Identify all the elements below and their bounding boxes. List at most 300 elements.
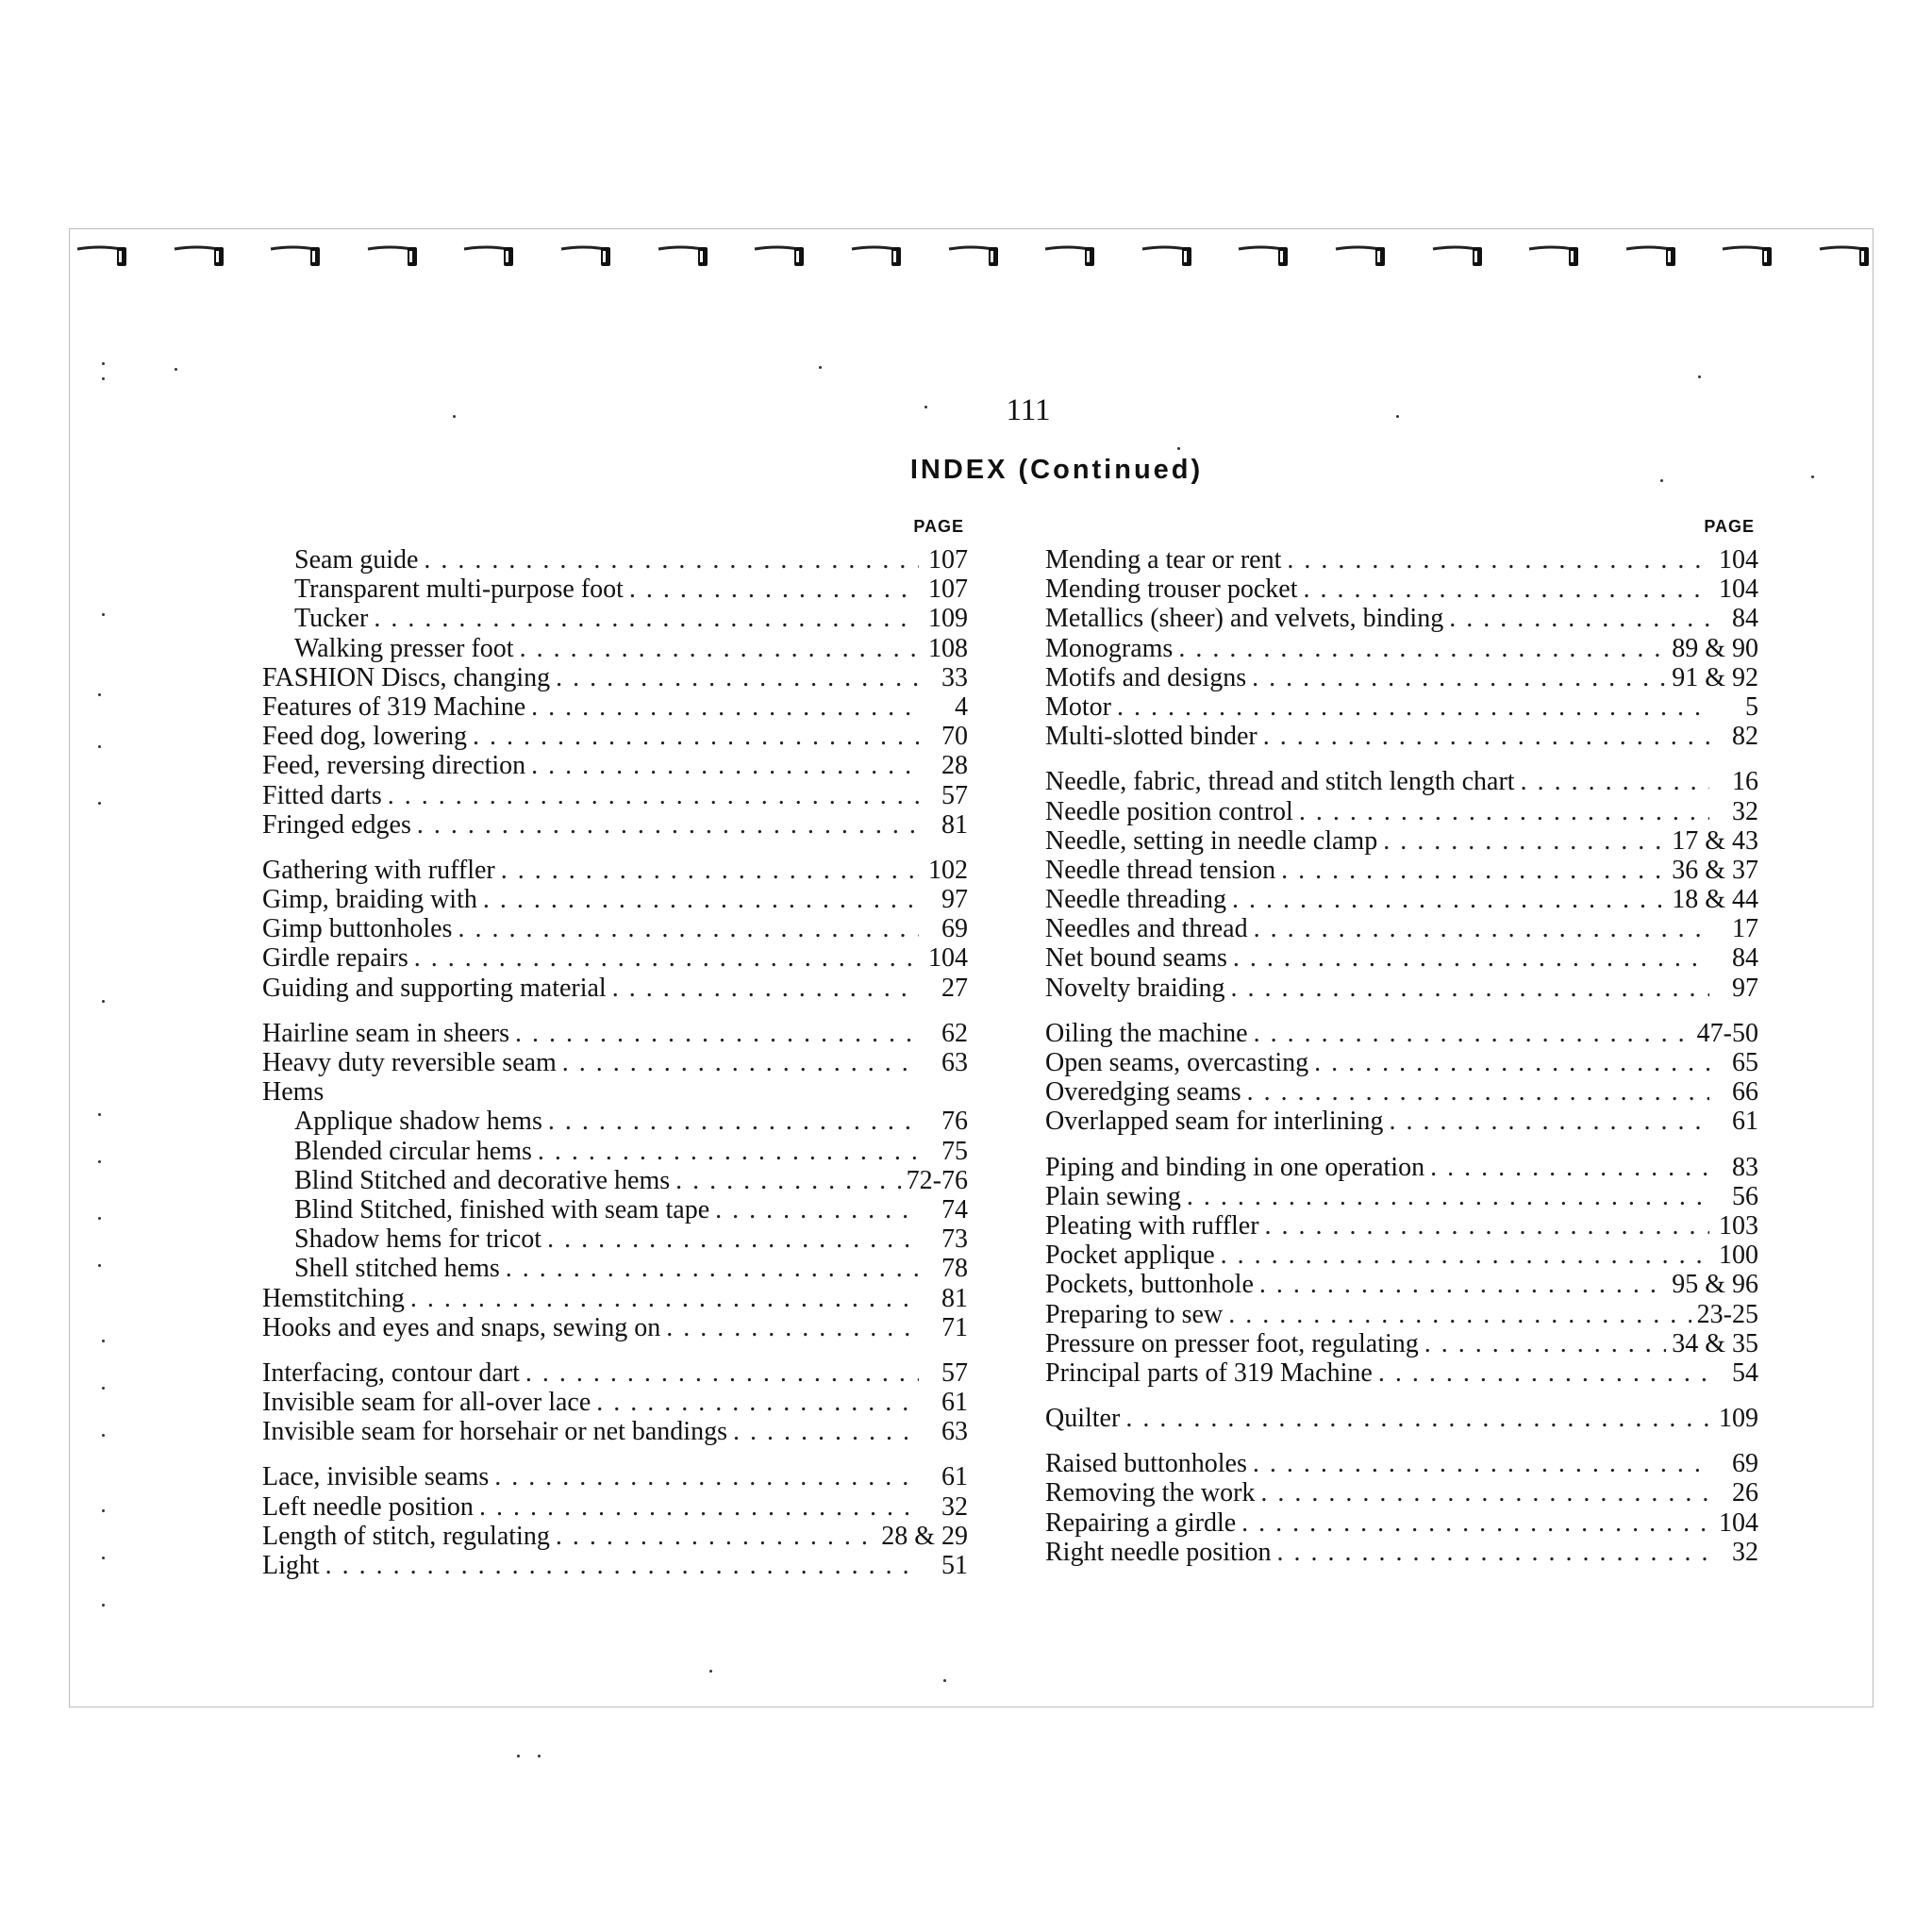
index-entry bbox=[1045, 1107, 1758, 1136]
index-entry bbox=[1045, 604, 1758, 633]
index-entry bbox=[1045, 1329, 1758, 1358]
index-term: Girdle repairs bbox=[262, 943, 408, 974]
index-term: Needle, fabric, thread and stitch length chart bbox=[1045, 767, 1515, 797]
index-entry bbox=[262, 575, 968, 604]
dot-leader bbox=[1231, 974, 1709, 1003]
index-term: Hooks and eyes and snaps, sewing on bbox=[262, 1312, 661, 1342]
index-term: Transparent multi-purpose foot bbox=[294, 575, 624, 605]
dot-leader bbox=[562, 1048, 919, 1077]
index-page-ref: 63 bbox=[941, 1417, 968, 1447]
index-entry bbox=[1045, 797, 1758, 826]
index-page-ref: 102 bbox=[928, 855, 968, 885]
index-page-ref: 75 bbox=[941, 1136, 968, 1166]
index-entry bbox=[262, 1492, 968, 1522]
dot-leader bbox=[525, 1358, 919, 1388]
index-term: Length of stitch, regulating bbox=[262, 1521, 550, 1551]
dot-leader bbox=[1254, 1019, 1691, 1048]
index-term: Piping and binding in one operation bbox=[1045, 1152, 1425, 1182]
index-entry bbox=[1045, 943, 1758, 973]
index-term: Needle threading bbox=[1045, 885, 1227, 915]
index-term: Metallics (sheer) and velvets, binding bbox=[1045, 604, 1444, 634]
scan-speck bbox=[102, 362, 105, 365]
index-page-ref: 69 bbox=[1732, 1449, 1758, 1479]
index-term: Light bbox=[262, 1551, 320, 1580]
index-page-ref: 5 bbox=[1745, 691, 1758, 722]
index-entry bbox=[262, 692, 968, 722]
dot-leader bbox=[596, 1388, 919, 1417]
index-term: Removing the work bbox=[1045, 1478, 1256, 1508]
index-entry bbox=[262, 943, 968, 973]
index-page-ref: 16 bbox=[1732, 767, 1758, 797]
index-term: Repairing a girdle bbox=[1045, 1507, 1237, 1538]
index-entry bbox=[262, 1462, 968, 1491]
index-entry bbox=[1045, 885, 1758, 914]
index-term: Invisible seam for all-over lace bbox=[262, 1388, 591, 1418]
dot-leader bbox=[1521, 767, 1709, 796]
index-page-ref: 65 bbox=[1732, 1048, 1758, 1077]
index-page-ref: 83 bbox=[1732, 1152, 1758, 1182]
dot-leader bbox=[733, 1417, 919, 1446]
index-term: Right needle position bbox=[1045, 1537, 1272, 1567]
index-term: Needle position control bbox=[1045, 796, 1293, 826]
index-page-ref: 17 bbox=[1732, 914, 1758, 944]
index-term: Invisible seam for horsehair or net bandings bbox=[262, 1417, 727, 1447]
index-page-ref: 78 bbox=[941, 1254, 968, 1284]
index-term: Left needle position bbox=[262, 1491, 474, 1522]
scan-speck bbox=[102, 377, 105, 380]
index-term: Interfacing, contour dart bbox=[262, 1357, 520, 1388]
scan-speck bbox=[98, 1113, 101, 1116]
dot-leader bbox=[458, 914, 919, 943]
index-entry bbox=[1045, 1048, 1758, 1077]
dot-leader bbox=[1233, 943, 1709, 973]
dot-leader bbox=[1260, 1478, 1709, 1507]
dot-leader bbox=[556, 1522, 875, 1551]
index-term: Raised buttonholes bbox=[1045, 1449, 1247, 1479]
index-entry bbox=[262, 1166, 968, 1195]
index-page-ref: 72-76 bbox=[906, 1165, 968, 1195]
index-term: Gimp, braiding with bbox=[262, 885, 477, 915]
dot-leader bbox=[612, 974, 919, 1003]
dot-leader bbox=[1304, 575, 1710, 604]
dot-leader bbox=[1281, 856, 1666, 885]
index-term: Shadow hems for tricot bbox=[294, 1224, 542, 1255]
index-term: Tucker bbox=[294, 604, 369, 634]
index-page-ref: 36 & 37 bbox=[1672, 855, 1758, 885]
index-term: Motifs and designs bbox=[1045, 662, 1247, 692]
index-term: Quilter bbox=[1045, 1404, 1121, 1434]
index-entry bbox=[262, 751, 968, 780]
dot-leader bbox=[1383, 826, 1666, 856]
index-page-ref: 104 bbox=[928, 943, 968, 974]
page-column-header: PAGE bbox=[913, 517, 964, 536]
index-entry bbox=[262, 604, 968, 633]
dot-leader bbox=[531, 692, 919, 722]
index-page-ref: 32 bbox=[1732, 1537, 1758, 1567]
dot-leader bbox=[388, 781, 919, 810]
index-page-ref: 57 bbox=[941, 780, 968, 810]
dot-leader bbox=[374, 604, 919, 633]
dot-leader bbox=[494, 1462, 919, 1491]
index-page-ref: 47-50 bbox=[1696, 1018, 1758, 1048]
dot-leader bbox=[1241, 1508, 1709, 1538]
dot-leader bbox=[1125, 1404, 1709, 1433]
index-term: Hemstitching bbox=[262, 1283, 405, 1313]
dot-leader bbox=[1265, 1211, 1709, 1241]
index-page-ref: 108 bbox=[928, 633, 968, 663]
index-entry bbox=[262, 1284, 968, 1313]
dot-leader bbox=[675, 1166, 901, 1195]
index-term: Fringed edges bbox=[262, 809, 411, 840]
index-entry bbox=[1045, 1538, 1758, 1567]
index-term: Mending a tear or rent bbox=[1045, 545, 1282, 575]
index-entry bbox=[1045, 974, 1758, 1003]
spiral-ring-icon bbox=[1429, 243, 1484, 270]
index-entry bbox=[262, 1358, 968, 1388]
spiral-ring-icon bbox=[848, 243, 903, 270]
index-entry bbox=[262, 885, 968, 914]
dot-leader bbox=[1178, 634, 1666, 663]
dot-leader bbox=[1232, 885, 1666, 914]
spiral-ring-icon bbox=[558, 243, 612, 270]
index-entry bbox=[1045, 856, 1758, 885]
index-page-ref: 103 bbox=[1719, 1210, 1758, 1241]
index-entry bbox=[262, 1077, 968, 1107]
spiral-ring-icon bbox=[364, 243, 419, 270]
dot-leader bbox=[1263, 722, 1709, 751]
index-term: Pleating with ruffler bbox=[1045, 1210, 1259, 1241]
dot-leader bbox=[1277, 1538, 1709, 1567]
dot-leader bbox=[1228, 1300, 1690, 1329]
index-page-ref: 84 bbox=[1732, 943, 1758, 974]
dot-leader bbox=[506, 1254, 919, 1283]
index-column-left bbox=[262, 517, 968, 1580]
index-page-ref: 97 bbox=[1732, 973, 1758, 1003]
index-entry bbox=[262, 1254, 968, 1283]
index-entry bbox=[1045, 1211, 1758, 1241]
index-entry bbox=[262, 722, 968, 751]
page-column-header: PAGE bbox=[1704, 517, 1755, 536]
dot-leader bbox=[1314, 1048, 1709, 1077]
index-page-ref: 81 bbox=[941, 809, 968, 840]
index-page-ref: 107 bbox=[928, 545, 968, 575]
index-page-ref: 74 bbox=[941, 1194, 968, 1224]
dot-leader bbox=[473, 722, 919, 751]
index-page-ref: 32 bbox=[1732, 796, 1758, 826]
index-entry bbox=[262, 1137, 968, 1166]
index-term: Overlapped seam for interlining bbox=[1045, 1107, 1384, 1137]
index-page-ref: 97 bbox=[941, 885, 968, 915]
dot-leader bbox=[410, 1284, 919, 1313]
index-term: Principal parts of 319 Machine bbox=[1045, 1357, 1373, 1388]
index-term: Motor bbox=[1045, 691, 1111, 722]
index-term: Blind Stitched, finished with seam tape bbox=[294, 1194, 710, 1224]
scan-speck bbox=[98, 1217, 101, 1220]
index-entry bbox=[262, 914, 968, 943]
dot-leader bbox=[1287, 545, 1709, 575]
index-term: Oiling the machine bbox=[1045, 1018, 1248, 1048]
scan-speck bbox=[98, 1264, 101, 1267]
scan-speck bbox=[1811, 475, 1814, 478]
scan-speck bbox=[102, 1509, 105, 1512]
scan-speck bbox=[517, 1755, 520, 1757]
index-page-ref: 54 bbox=[1732, 1357, 1758, 1388]
dot-leader bbox=[1424, 1329, 1666, 1358]
index-entry bbox=[262, 810, 968, 840]
index-entry bbox=[1045, 1508, 1758, 1538]
index-page-ref: 69 bbox=[941, 914, 968, 944]
index-entry bbox=[262, 856, 968, 885]
dot-leader bbox=[547, 1224, 919, 1254]
dot-leader bbox=[1449, 604, 1709, 633]
dot-leader bbox=[501, 856, 919, 885]
index-entry bbox=[1045, 826, 1758, 856]
index-page-ref: 56 bbox=[1732, 1181, 1758, 1211]
index-entry bbox=[1045, 1358, 1758, 1388]
dot-leader bbox=[666, 1313, 919, 1342]
spiral-ring-icon bbox=[74, 243, 128, 270]
index-page-ref: 57 bbox=[941, 1357, 968, 1388]
index-page-ref: 104 bbox=[1719, 575, 1758, 605]
index-term: Gathering with ruffler bbox=[262, 855, 495, 885]
index-entry bbox=[1045, 575, 1758, 604]
scan-speck bbox=[102, 613, 105, 616]
index-term: Pressure on presser foot, regulating bbox=[1045, 1328, 1419, 1358]
index-page-ref: 100 bbox=[1719, 1241, 1758, 1271]
index-page-ref: 34 & 35 bbox=[1672, 1328, 1758, 1358]
index-term: Seam guide bbox=[294, 545, 419, 575]
spiral-ring-icon bbox=[1719, 243, 1774, 270]
scan-speck bbox=[98, 745, 101, 748]
dot-leader bbox=[629, 575, 919, 604]
index-entry bbox=[262, 1107, 968, 1136]
scan-speck bbox=[1396, 415, 1399, 418]
index-page-ref: 76 bbox=[941, 1107, 968, 1137]
index-entry bbox=[1045, 663, 1758, 692]
spiral-ring-icon bbox=[751, 243, 806, 270]
index-page-ref: 73 bbox=[941, 1224, 968, 1255]
index-entry bbox=[1045, 1153, 1758, 1182]
index-entry bbox=[262, 1048, 968, 1077]
index-term: Multi-slotted binder bbox=[1045, 722, 1257, 752]
scan-speck bbox=[102, 1557, 105, 1559]
index-term: Pockets, buttonhole bbox=[1045, 1270, 1254, 1300]
dot-leader bbox=[1252, 663, 1666, 692]
index-entry bbox=[1045, 722, 1758, 751]
scan-speck bbox=[102, 1387, 105, 1390]
spiral-binding bbox=[74, 243, 1871, 281]
index-page-ref: 61 bbox=[941, 1388, 968, 1418]
index-entry bbox=[262, 1019, 968, 1048]
spiral-ring-icon bbox=[460, 243, 515, 270]
index-term: Net bound seams bbox=[1045, 943, 1227, 974]
scan-speck bbox=[102, 1000, 105, 1003]
dot-leader bbox=[1389, 1107, 1709, 1136]
spiral-ring-icon bbox=[1139, 243, 1193, 270]
index-entry bbox=[1045, 1478, 1758, 1507]
index-page-ref: 91 & 92 bbox=[1672, 662, 1758, 692]
spiral-ring-icon bbox=[1623, 243, 1677, 270]
index-entry bbox=[1045, 1449, 1758, 1478]
index-term: Hems bbox=[262, 1077, 325, 1108]
dot-leader bbox=[1117, 692, 1709, 722]
index-term: Blind Stitched and decorative hems bbox=[294, 1165, 671, 1195]
index-term: Lace, invisible seams bbox=[262, 1462, 490, 1492]
scan-speck bbox=[98, 1160, 101, 1163]
index-page-ref: 28 & 29 bbox=[881, 1521, 968, 1551]
index-page-ref: 104 bbox=[1719, 1507, 1758, 1538]
index-entry bbox=[262, 1388, 968, 1417]
index-page-ref: 84 bbox=[1732, 604, 1758, 634]
index-term: Walking presser foot bbox=[294, 633, 514, 663]
index-term: Overedging seams bbox=[1045, 1077, 1241, 1108]
index-term: Mending trouser pocket bbox=[1045, 575, 1298, 605]
index-page-ref: 61 bbox=[1732, 1107, 1758, 1137]
dot-leader bbox=[414, 943, 919, 973]
index-entry bbox=[262, 545, 968, 575]
scan-speck bbox=[924, 406, 927, 408]
dot-leader bbox=[515, 1019, 919, 1048]
index-term: Feed, reversing direction bbox=[262, 751, 526, 781]
index-entry bbox=[262, 1522, 968, 1551]
index-page-ref: 70 bbox=[941, 722, 968, 752]
spiral-ring-icon bbox=[1332, 243, 1387, 270]
index-page-ref: 63 bbox=[941, 1048, 968, 1077]
index-term: Preparing to sew bbox=[1045, 1299, 1224, 1329]
spiral-ring-icon bbox=[1041, 243, 1096, 270]
scan-speck bbox=[538, 1755, 541, 1757]
index-column-right bbox=[1045, 517, 1758, 1567]
index-entry bbox=[1045, 1077, 1758, 1107]
index-entry bbox=[1045, 1019, 1758, 1048]
index-entry bbox=[262, 663, 968, 692]
scan-speck bbox=[102, 1434, 105, 1437]
index-entry bbox=[262, 1417, 968, 1446]
index-page-ref: 26 bbox=[1732, 1478, 1758, 1508]
index-page-ref: 18 & 44 bbox=[1672, 885, 1758, 915]
index-entry bbox=[1045, 1404, 1758, 1433]
index-term: Features of 319 Machine bbox=[262, 691, 526, 722]
index-page-ref: 81 bbox=[941, 1283, 968, 1313]
scan-speck bbox=[98, 802, 101, 805]
index-entry bbox=[262, 974, 968, 1003]
index-entries-left bbox=[262, 545, 968, 1580]
dot-leader bbox=[483, 885, 919, 914]
page-number: 111 bbox=[1006, 393, 1051, 427]
index-term: Blended circular hems bbox=[294, 1136, 532, 1166]
index-term: FASHION Discs, changing bbox=[262, 662, 551, 692]
index-page-ref: 95 & 96 bbox=[1672, 1270, 1758, 1300]
index-entry bbox=[1045, 1300, 1758, 1329]
dot-leader bbox=[1221, 1241, 1709, 1270]
index-entry bbox=[262, 1313, 968, 1342]
index-page-ref: 27 bbox=[941, 973, 968, 1003]
scan-speck bbox=[943, 1679, 946, 1682]
index-entry bbox=[262, 1224, 968, 1254]
index-page-ref: 89 & 90 bbox=[1672, 633, 1758, 663]
scan-speck bbox=[819, 366, 822, 369]
index-page-ref: 62 bbox=[941, 1018, 968, 1048]
index-entry bbox=[1045, 1241, 1758, 1270]
index-entry bbox=[1045, 1182, 1758, 1211]
index-entry bbox=[262, 634, 968, 663]
dot-leader bbox=[424, 545, 919, 575]
scan-speck bbox=[102, 1604, 105, 1607]
index-entry bbox=[1045, 767, 1758, 796]
index-term: Monograms bbox=[1045, 633, 1174, 663]
index-page-ref: 66 bbox=[1732, 1077, 1758, 1108]
spiral-ring-icon bbox=[267, 243, 322, 270]
dot-leader bbox=[556, 663, 919, 692]
index-term: Feed dog, lowering bbox=[262, 722, 467, 752]
index-term: Pocket applique bbox=[1045, 1241, 1215, 1271]
dot-leader bbox=[538, 1137, 919, 1166]
index-term: Needles and thread bbox=[1045, 914, 1248, 944]
index-entry bbox=[1045, 634, 1758, 663]
scan-speck bbox=[1660, 479, 1663, 482]
index-page-ref: 28 bbox=[941, 751, 968, 781]
index-term: Fitted darts bbox=[262, 780, 382, 810]
index-title: INDEX (Continued) bbox=[909, 455, 1204, 485]
scan-speck bbox=[453, 415, 456, 418]
spiral-ring-icon bbox=[1525, 243, 1580, 270]
index-entry bbox=[262, 1551, 968, 1580]
index-term: Novelty braiding bbox=[1045, 973, 1225, 1003]
index-term: Shell stitched hems bbox=[294, 1254, 500, 1284]
index-entry bbox=[262, 1195, 968, 1224]
index-term: Gimp buttonholes bbox=[262, 914, 453, 944]
index-page-ref: 107 bbox=[928, 575, 968, 605]
spiral-ring-icon bbox=[1235, 243, 1290, 270]
index-term: Guiding and supporting material bbox=[262, 973, 607, 1003]
index-term: Needle, setting in needle clamp bbox=[1045, 825, 1378, 856]
index-page-ref: 104 bbox=[1719, 545, 1758, 575]
dot-leader bbox=[479, 1492, 919, 1522]
dot-leader bbox=[1247, 1077, 1709, 1107]
scan-speck bbox=[102, 1340, 105, 1342]
index-page-ref: 23-25 bbox=[1696, 1299, 1758, 1329]
scan-speck bbox=[1698, 375, 1701, 378]
index-term: Needle thread tension bbox=[1045, 855, 1276, 885]
index-entry bbox=[1045, 914, 1758, 943]
dot-leader bbox=[531, 751, 919, 780]
dot-leader bbox=[1253, 1449, 1709, 1478]
index-page-ref: 61 bbox=[941, 1462, 968, 1492]
index-page-ref: 32 bbox=[941, 1491, 968, 1522]
index-entry bbox=[262, 781, 968, 810]
index-term: Hairline seam in sheers bbox=[262, 1018, 510, 1048]
index-page-ref: 109 bbox=[1719, 1404, 1758, 1434]
dot-leader bbox=[1430, 1153, 1709, 1182]
dot-leader bbox=[548, 1107, 919, 1136]
dot-leader bbox=[1378, 1358, 1709, 1388]
scan-speck bbox=[709, 1670, 712, 1673]
index-page-ref: 17 & 43 bbox=[1672, 825, 1758, 856]
index-page-ref: 109 bbox=[928, 604, 968, 634]
index-page-ref: 82 bbox=[1732, 722, 1758, 752]
scan-speck bbox=[1177, 447, 1180, 450]
spiral-ring-icon bbox=[171, 243, 225, 270]
index-page-ref: 33 bbox=[941, 662, 968, 692]
dot-leader bbox=[715, 1195, 919, 1224]
dot-leader bbox=[417, 810, 919, 840]
dot-leader bbox=[1187, 1182, 1709, 1211]
dot-leader bbox=[1254, 914, 1709, 943]
spiral-ring-icon bbox=[945, 243, 1000, 270]
index-entries-right bbox=[1045, 545, 1758, 1567]
index-page-ref: 71 bbox=[941, 1312, 968, 1342]
scan-speck bbox=[98, 693, 101, 696]
